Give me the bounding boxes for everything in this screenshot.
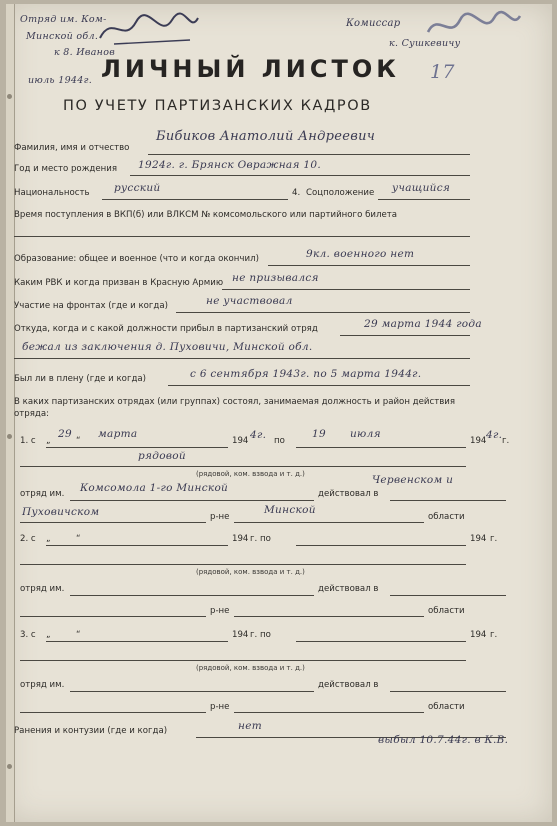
front-label: Участие на фронтах (где и когда) bbox=[14, 301, 168, 311]
entry2-g: г. bbox=[490, 534, 498, 544]
name-line bbox=[148, 154, 470, 155]
page-title: ЛИЧНЫЙ ЛИСТОК bbox=[101, 55, 400, 83]
name-label: Фамилия, имя и отчество bbox=[14, 143, 130, 153]
entry1-otryad-line bbox=[70, 500, 314, 501]
entry1-month: марта bbox=[98, 428, 138, 440]
punch-hole bbox=[7, 94, 12, 99]
page-number: 17 bbox=[430, 61, 455, 83]
entry1-deistvoval-label: действовал в bbox=[318, 489, 379, 499]
nationality-label: Национальность bbox=[14, 188, 90, 198]
party-line bbox=[14, 236, 470, 237]
entry3-date-line bbox=[46, 641, 228, 642]
entry2-g-po: г. по bbox=[250, 534, 271, 544]
entry1-position-line bbox=[20, 466, 466, 467]
rvk-value: не призывался bbox=[232, 272, 319, 284]
entry3-otryad-label: отряд им. bbox=[20, 680, 65, 690]
corner-note-right-line2: к. Сушкевичу bbox=[389, 38, 461, 49]
entry3-deistvoval-line bbox=[390, 691, 506, 692]
nationality-line bbox=[102, 199, 288, 200]
entry2-deistvoval-label: действовал в bbox=[318, 584, 379, 594]
document-sheet bbox=[6, 4, 552, 822]
corner-note-line3: к 8. Иванов bbox=[54, 47, 116, 58]
arrival-label: Откуда, когда и с какой должности прибыл в партизанский отряд bbox=[14, 324, 318, 334]
entry2-area-line bbox=[20, 616, 206, 617]
name-value: Бибиков Анатолий Андреевич bbox=[156, 129, 376, 144]
entry3-close-quote: “ bbox=[76, 630, 81, 640]
entry1-otryad-value: Комсомола 1-го Минской bbox=[80, 482, 229, 494]
captivity-value: с 6 сентября 1943г. по 5 марта 1944г. bbox=[190, 368, 422, 380]
entry1-year-from: 194 bbox=[232, 436, 249, 446]
nationality-value: русский bbox=[114, 182, 161, 194]
entry2-oblasti: области bbox=[428, 606, 465, 616]
entry1-position: рядовой bbox=[138, 450, 186, 462]
entry1-close-quote: “ bbox=[76, 436, 81, 446]
social-label: Соцположение bbox=[306, 188, 375, 198]
entry2-year: 194 bbox=[232, 534, 249, 544]
entry1-area1: Червенском и bbox=[372, 474, 454, 486]
entry3-otryad-line bbox=[70, 691, 314, 692]
entry3-rne: р-не bbox=[210, 702, 230, 712]
entry1-date-to-line bbox=[296, 447, 466, 448]
entry3-oblast-line bbox=[234, 712, 424, 713]
rvk-label: Каким РВК и когда призван в Красную Армию bbox=[14, 278, 224, 288]
captivity-line bbox=[168, 385, 470, 386]
entry3-area-line bbox=[20, 712, 206, 713]
entry1-oblast-line bbox=[234, 522, 424, 523]
entry3-g: г. bbox=[490, 630, 498, 640]
entry2-position-caption: (рядовой, ком. взвода и т. д.) bbox=[196, 568, 305, 576]
entry2-position-line bbox=[20, 564, 466, 565]
front-value: не участвовал bbox=[206, 295, 293, 307]
entry1-oblasti: области bbox=[428, 512, 465, 522]
birth-label: Год и место рождения bbox=[14, 164, 118, 174]
entry3-number: 3. с bbox=[20, 630, 36, 640]
entry1-day-to: 19 bbox=[312, 428, 326, 440]
entry1-year-from-suffix: 4г. bbox=[250, 429, 267, 441]
entry1-open-quote: „ bbox=[46, 436, 51, 446]
entry1-rne: р-не bbox=[210, 512, 230, 522]
entry1-year-to-suffix: 4г. bbox=[486, 429, 503, 441]
entry2-oblast-line bbox=[234, 616, 424, 617]
birth-line bbox=[130, 175, 470, 176]
entry2-date-line bbox=[46, 545, 228, 546]
page-subtitle: ПО УЧЕТУ ПАРТИЗАНСКИХ КАДРОВ bbox=[63, 98, 372, 114]
entry1-position-caption: (рядовой, ком. взвода и т. д.) bbox=[196, 470, 305, 478]
entry1-year-to: 194 bbox=[470, 436, 487, 446]
entry3-date-to-line bbox=[296, 641, 466, 642]
education-value: 9кл. военного нет bbox=[306, 248, 415, 260]
education-label: Образование: общее и военное (что и когда окончил) bbox=[14, 254, 259, 264]
captivity-label: Был ли в плену (где и когда) bbox=[14, 374, 147, 384]
entry3-year-to: 194 bbox=[470, 630, 487, 640]
arrival-line1 bbox=[340, 335, 470, 336]
signature-top-right-icon bbox=[424, 10, 524, 44]
entry2-open-quote: „ bbox=[46, 534, 51, 544]
entry2-otryad-label: отряд им. bbox=[20, 584, 65, 594]
entry2-close-quote: “ bbox=[76, 534, 81, 544]
departure-note: выбыл 10.7.44г. в К.В. bbox=[378, 734, 509, 746]
entry3-g-po: г. по bbox=[250, 630, 271, 640]
rvk-line bbox=[222, 289, 470, 290]
arrival-line2 bbox=[14, 358, 470, 359]
punch-hole bbox=[7, 764, 12, 769]
entry1-area2: Пуховичском bbox=[22, 506, 100, 518]
entry3-position-line bbox=[20, 660, 466, 661]
entry2-number: 2. с bbox=[20, 534, 36, 544]
entry2-rne: р-не bbox=[210, 606, 230, 616]
entry2-date-to-line bbox=[296, 545, 466, 546]
education-line bbox=[268, 265, 470, 266]
entry1-otryad-label: отряд им. bbox=[20, 489, 65, 499]
social-number: 4. bbox=[292, 188, 301, 198]
corner-note-line1: Отряд им. Ком- bbox=[20, 14, 107, 25]
party-label: Время поступления в ВКП(б) или ВЛКСМ № комсомольского или партийного билета bbox=[14, 210, 398, 220]
entry3-deistvoval-label: действовал в bbox=[318, 680, 379, 690]
arrival-value2: бежал из заключения д. Пуховичи, Минской обл. bbox=[22, 341, 313, 353]
entry1-month-to: июля bbox=[350, 428, 381, 440]
corner-note-right-line1: Комиссар bbox=[346, 18, 401, 29]
social-value: учащийся bbox=[392, 182, 451, 194]
arrival-value1: 29 марта 1944 года bbox=[364, 318, 482, 330]
entry1-number: 1. с bbox=[20, 436, 36, 446]
wounds-value: нет bbox=[238, 720, 262, 732]
entry2-deistvoval-line bbox=[390, 595, 506, 596]
entry1-deistvoval-line bbox=[390, 500, 506, 501]
entry1-area2-line bbox=[20, 522, 206, 523]
entry2-year-to: 194 bbox=[470, 534, 487, 544]
units-label: В каких партизанских отрядах (или группах) состоял, занимаемая должность и район действия отряда: bbox=[14, 397, 456, 419]
entry3-open-quote: „ bbox=[46, 630, 51, 640]
entry1-g: г. bbox=[502, 436, 510, 446]
entry1-day: 29 bbox=[58, 428, 72, 440]
entry3-position-caption: (рядовой, ком. взвода и т. д.) bbox=[196, 664, 305, 672]
signature-top-left-icon bbox=[94, 10, 204, 50]
punch-hole bbox=[7, 434, 12, 439]
entry1-po: по bbox=[274, 436, 285, 446]
corner-note-line2: Минской обл. bbox=[26, 31, 99, 42]
social-line bbox=[378, 199, 470, 200]
corner-note-date: июль 1944г. bbox=[28, 75, 93, 86]
entry3-oblasti: области bbox=[428, 702, 465, 712]
entry1-oblast-value: Минской bbox=[264, 504, 316, 516]
entry2-otryad-line bbox=[70, 595, 314, 596]
birth-value: 1924г. г. Брянск Овражная 10. bbox=[138, 159, 321, 171]
front-line bbox=[176, 312, 470, 313]
entry1-date-line bbox=[46, 447, 228, 448]
wounds-label: Ранения и контузии (где и когда) bbox=[14, 726, 168, 736]
entry3-year: 194 bbox=[232, 630, 249, 640]
